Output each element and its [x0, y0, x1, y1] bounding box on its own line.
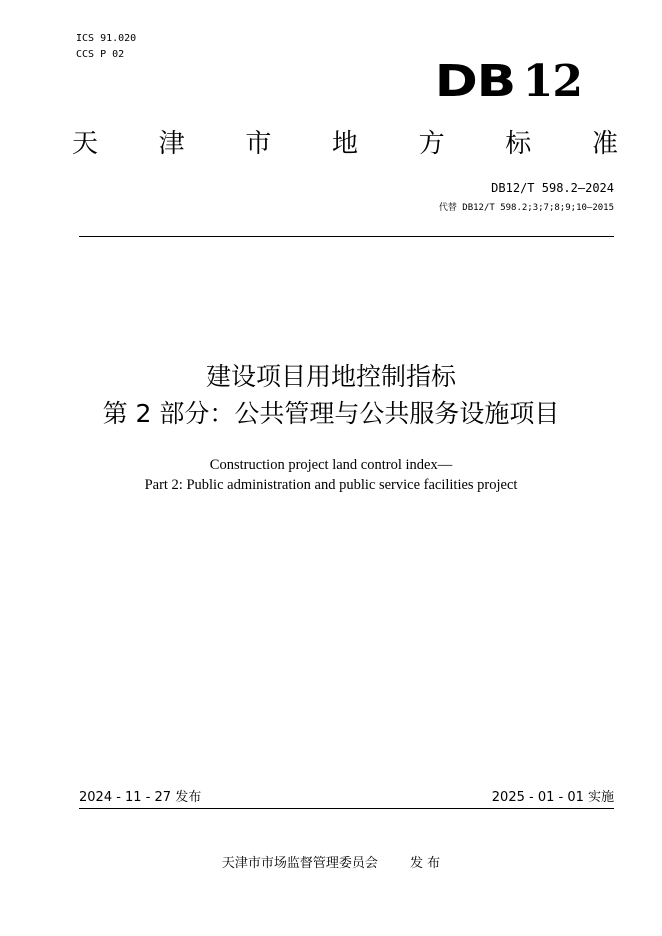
logo-number: 12 — [522, 56, 582, 107]
standard-type-char: 市 — [245, 129, 272, 159]
title-zh-line2: 第 2 部分：公共管理与公共服务设施项目 — [102, 399, 560, 428]
standard-type-char: 津 — [158, 129, 185, 159]
logo-letters: DB — [434, 56, 515, 107]
issuer-line — [0, 855, 662, 873]
title-en-line2: Part 2: Public administration and public service facilities project — [144, 477, 518, 493]
standard-type-char: 准 — [591, 129, 618, 159]
top-divider — [79, 236, 614, 237]
ccs-code: CCS P 02 — [76, 49, 125, 60]
title-zh-line1: 建设项目用地控制指标 — [205, 362, 456, 391]
db12-logo — [434, 56, 582, 108]
issuer-action: 发 布 — [409, 856, 441, 871]
standard-number: DB12/T 598.2—2024 — [491, 181, 614, 195]
title-en-line1: Construction project land control index— — [209, 457, 453, 473]
standard-type-char: 方 — [418, 129, 445, 159]
standard-type-char: 天 — [72, 129, 99, 159]
replaces-note: 代替 DB12/T 598.2;3;7;8;9;10—2015 — [438, 203, 614, 213]
issue-date: 2024 - 11 - 27 发布 — [79, 790, 202, 805]
standard-type-char: 标 — [505, 129, 532, 159]
standard-type-char: 地 — [331, 129, 358, 159]
issuer-name: 天津市市场监督管理委员会 — [221, 856, 378, 871]
ics-code: ICS 91.020 — [76, 33, 137, 44]
bottom-divider — [79, 808, 614, 809]
standard-type-heading — [72, 127, 618, 161]
implementation-date: 2025 - 01 - 01 实施 — [491, 790, 614, 805]
